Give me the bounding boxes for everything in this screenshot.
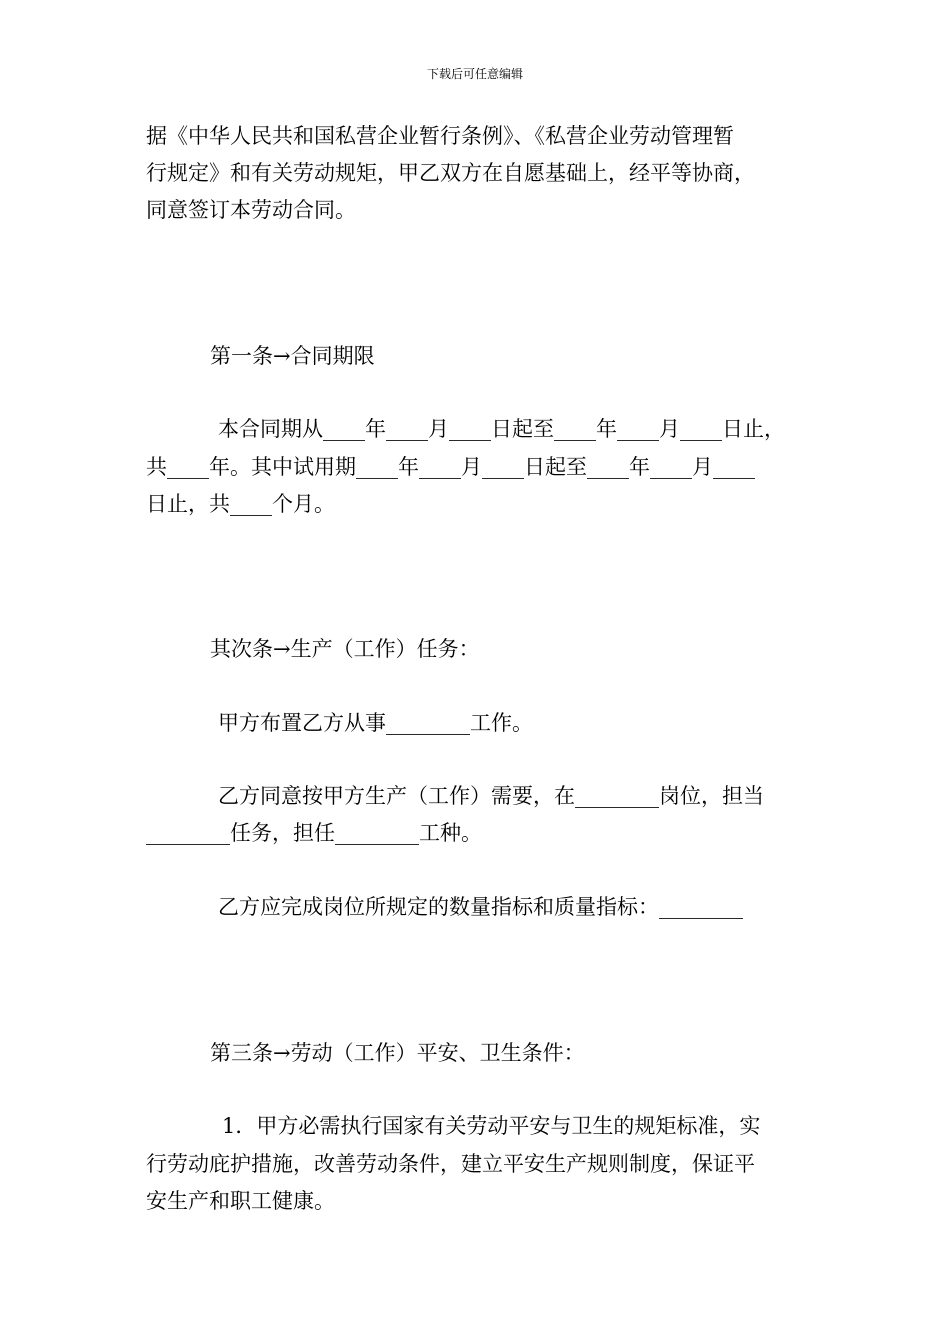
- article-1-line-3: 日止，共____个月。: [146, 492, 335, 516]
- intro-line-3: 同意签订本劳动合同。: [146, 198, 356, 222]
- intro-line-1: 据《中华人民共和国私营企业暂行条例》、《私营企业劳动管理暂: [146, 124, 734, 148]
- article-2-paragraph-1: 甲方布置乙方从事________工作。: [218, 711, 533, 735]
- article-2-paragraph-2-line-2: ________任务，担任________工种。: [146, 821, 482, 845]
- article-2-paragraph-2-line-1: 乙方同意按甲方生产（工作）需要，在________岗位，担当: [218, 784, 764, 808]
- article-1-line-2: 共____年。其中试用期____年____月____日起至____年____月____: [146, 455, 755, 479]
- article-3-item-1-line-1: 1．甲方必需执行国家有关劳动平安与卫生的规矩标准，实: [222, 1114, 761, 1138]
- article-2-paragraph-3: 乙方应完成岗位所规定的数量指标和质量指标：________: [218, 895, 743, 919]
- article-3-heading: 第三条→劳动（工作）平安、卫生条件：: [210, 1041, 585, 1065]
- article-1-heading: 第一条→合同期限: [210, 344, 375, 368]
- article-1-line-1: 本合同期从____年____月____日起至____年____月____日止，: [218, 417, 785, 441]
- intro-line-2: 行规定》和有关劳动规矩，甲乙双方在自愿基础上，经平等协商，: [146, 161, 755, 185]
- article-3-item-1-line-2: 行劳动庇护措施，改善劳动条件，建立平安生产规则制度，保证平: [146, 1152, 755, 1176]
- article-3-item-1-line-3: 安生产和职工健康。: [146, 1189, 335, 1213]
- page-header-note: 下载后可任意编辑: [426, 67, 523, 81]
- article-2-heading: 其次条→生产（工作）任务：: [210, 637, 480, 661]
